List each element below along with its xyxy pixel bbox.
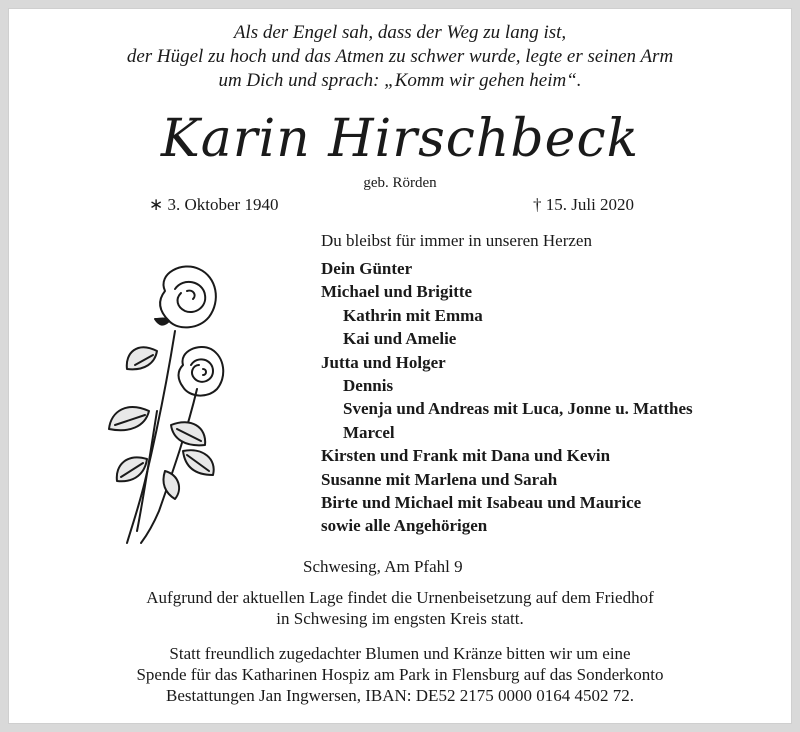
death-date: † 15. Juli 2020 <box>533 195 635 214</box>
mourner-line: Kai und Amelie <box>343 329 457 349</box>
donation-notice <box>9 643 791 706</box>
notice-line: Spende für das Katharinen Hospiz am Park in Flensburg auf das Sonderkonto <box>136 665 664 684</box>
mourner-line: Svenja und Andreas mit Luca, Jonne u. Matthes <box>343 399 693 419</box>
mourner-line: Jutta und Holger <box>321 352 446 372</box>
mourner-line: Birte und Michael mit Isabeau und Maurice <box>321 493 642 513</box>
mourner-line: Dein Günter <box>321 259 413 278</box>
mourner-line: Marcel <box>343 422 395 442</box>
notice-line: Bestattungen Jan Ingwersen, IBAN: DE52 2175 0000 0164 4502 72. <box>166 686 634 705</box>
notice-line: Aufgrund der aktuellen Lage findet die Urnenbeisetzung auf dem Friedhof <box>146 588 654 607</box>
poem <box>9 21 791 93</box>
rose-icon <box>87 261 227 547</box>
family-address: Schwesing, Am Pfahl 9 <box>303 557 463 576</box>
notice-line: Statt freundlich zugedachter Blumen und Kränze bitten wir um eine <box>169 644 631 663</box>
poem-line: der Hügel zu hoch und das Atmen zu schwer wurde, legte er seinen Arm <box>126 46 674 67</box>
memorial-phrase: Du bleibst für immer in unseren Herzen <box>321 231 592 250</box>
mourner-line: Kirsten und Frank mit Dana und Kevin <box>321 446 611 466</box>
burial-notice <box>9 587 791 629</box>
notice-line: in Schwesing im engsten Kreis statt. <box>276 609 524 628</box>
mourner-line: Dennis <box>343 376 394 396</box>
poem-line: um Dich und sprach: „Komm wir gehen heim“. <box>218 70 582 91</box>
mourner-line: sowie alle Angehörigen <box>321 516 488 536</box>
mourner-line: Susanne mit Marlena und Sarah <box>321 469 558 489</box>
obituary-card <box>8 8 792 724</box>
mourner-line: Kathrin mit Emma <box>343 305 483 325</box>
mourners-list <box>321 257 693 538</box>
mourner-line: Michael und Brigitte <box>321 282 473 302</box>
deceased-name: Karin Hirschbeck <box>160 109 640 169</box>
birth-date: ∗ 3. Oktober 1940 <box>149 195 279 214</box>
poem-line: Als der Engel sah, dass der Weg zu lang ist, <box>233 22 567 43</box>
born-name: geb. Rörden <box>363 175 437 191</box>
